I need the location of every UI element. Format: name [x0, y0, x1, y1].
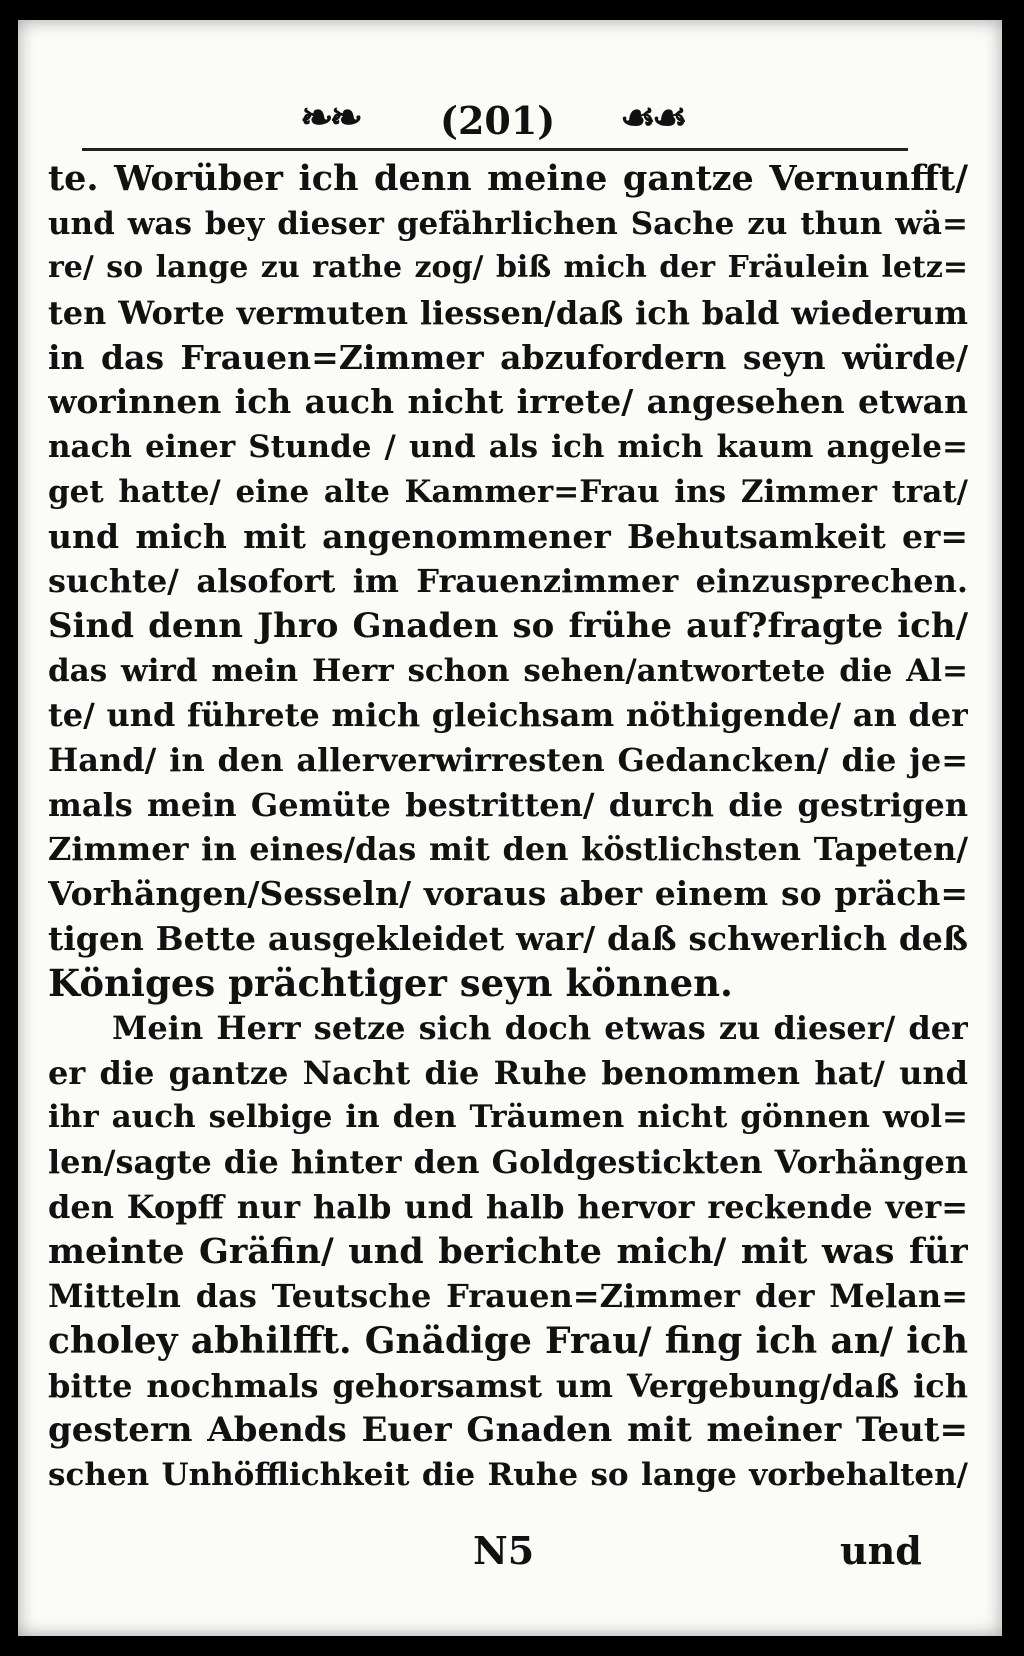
text-line: Vorhängen/Sesseln/ voraus aber einem so präch= [48, 874, 968, 913]
page-footer [18, 1528, 1002, 1578]
text-line: te. Worüber ich denn meine gantze Vernunfft/ [48, 158, 968, 199]
text-line: schen Unhöfflichkeit die Ruhe so lange vorbehalten/ [48, 1456, 968, 1493]
book-page [18, 20, 1002, 1636]
text-line: und was bey dieser gefährlichen Sache zu thun wä= [48, 205, 968, 242]
page-number: (201) [440, 98, 556, 143]
text-line: choley abhilfft. Gnädige Frau/ fing ich an/ ich [48, 1319, 968, 1362]
text-line: das wird mein Herr schon sehen/antwortete die Al= [48, 652, 968, 689]
paragraph-start-line: Mein Herr setze sich doch etwas zu dieser/ der [112, 1009, 968, 1048]
text-line: worinnen ich auch nicht irrete/ angesehen etwan [48, 382, 968, 422]
text-line: te/ und führete mich gleichsam nöthigende/ an der [48, 696, 968, 735]
text-line: in das Frauen=Zimmer abzufordern seyn würde/ [48, 337, 968, 377]
body-text [48, 157, 968, 1498]
text-line: ihr auch selbige in den Träumen nicht gönnen wol= [48, 1099, 968, 1136]
text-line: er die gantze Nacht die Ruhe benommen hat/ und [48, 1053, 968, 1092]
catchword: und [840, 1528, 922, 1573]
text-line: len/sagte die hinter den Goldgestickten Vorhängen [48, 1143, 968, 1182]
signature-mark: N5 [473, 1528, 535, 1573]
text-line: re/ so lange zu rathe zog/ biß mich der Fräulein letz= [48, 250, 968, 286]
text-line: Sind denn Jhro Gnaden so frühe auf?fragte ich/ [48, 605, 968, 646]
text-line: ten Worte vermuten liessen/daß ich bald wiederum [48, 294, 968, 333]
text-line: nach einer Stunde / und als ich mich kaum angele= [48, 429, 968, 466]
text-line: get hatte/ eine alte Kammer=Frau ins Zimmer trat/ [48, 473, 968, 510]
text-line: Mitteln das Teutsche Frauen=Zimmer der Melan= [48, 1277, 968, 1316]
text-line: tigen Bette ausgekleidet war/ daß schwerlich deß [48, 918, 968, 958]
page-header [18, 92, 1002, 143]
header-rule [82, 148, 908, 151]
right-ornament: ☙☙ [620, 94, 684, 141]
text-line: und mich mit angenommener Behutsamkeit er= [48, 516, 968, 556]
text-line: suchte/ alsofort im Frauenzimmer einzusprechen. [48, 562, 968, 601]
left-ornament: ❧❧ [300, 94, 360, 141]
text-line: den Kopff nur halb und halb hervor reckende ver= [48, 1187, 968, 1226]
text-line: Hand/ in den allerverwirresten Gedancken/ die je= [48, 740, 968, 779]
text-line: bitte nochmals gehorsamst um Vergebung/daß ich [48, 1366, 968, 1405]
text-line: Zimmer in eines/das mit den köstlichsten Tapeten/ [48, 830, 968, 869]
text-line: mals mein Gemüte bestritten/ durch die gestrigen [48, 785, 968, 824]
paragraph-end-line: Königes prächtiger seyn können. [48, 961, 733, 1006]
text-line: gestern Abends Euer Gnaden mit meiner Teut= [48, 1410, 968, 1451]
text-line: meinte Gräfin/ und berichte mich/ mit was für [48, 1230, 968, 1272]
